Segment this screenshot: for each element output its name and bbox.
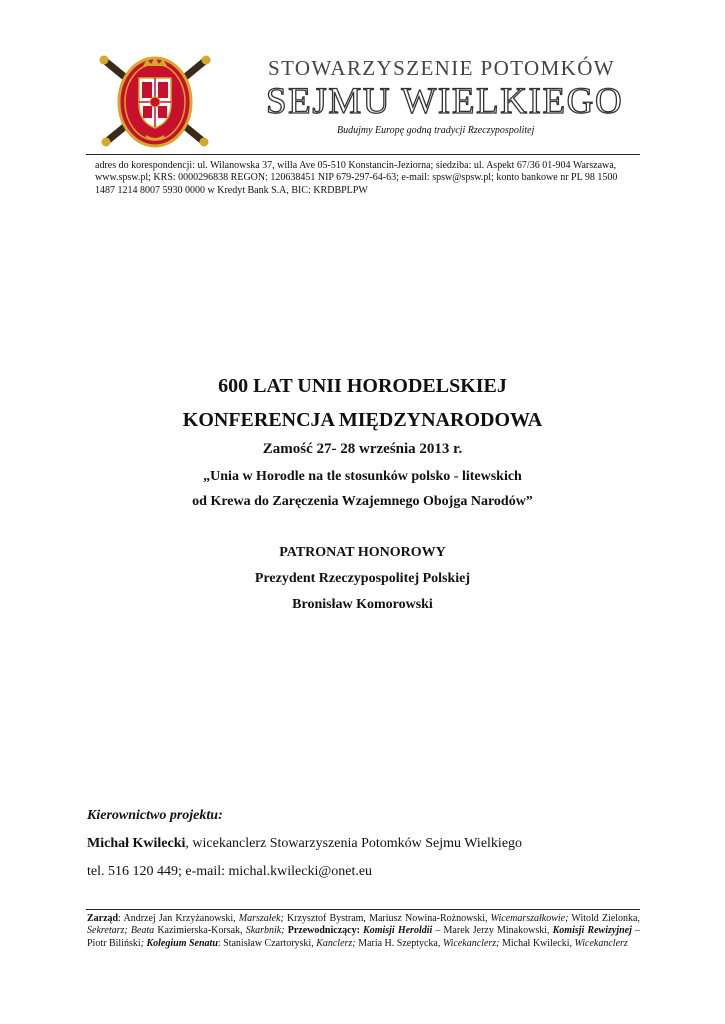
committee-name: Komisji Rewizyjnej <box>552 925 632 937</box>
board-role: Wicekanclerz; <box>442 937 500 949</box>
board-members <box>87 913 640 950</box>
board-text: Kazimierska-Korsak, <box>154 925 246 937</box>
board-role: Marszałek; <box>238 913 284 924</box>
board-text: – Piotr Biliński <box>87 925 641 949</box>
board-text: : Andrzej Jan Krzyżanowski, <box>118 913 239 924</box>
board-text: Krzysztof Bystram, Mariusz Nowina-Rożnowski, <box>283 913 491 924</box>
board-text: Witold Zielonka, <box>568 913 640 924</box>
project-contact: tel. 516 120 449; e-mail: michal.kwilecki@onet.eu <box>87 864 373 879</box>
board-text: – Marek Jerzy Minakowski, <box>432 925 553 937</box>
project-leader <box>87 836 522 852</box>
board-text: Michał Kwilecki, <box>499 937 575 949</box>
board-role: Sekretarz; Beata <box>87 925 155 937</box>
board-role: Wicekanclerz <box>574 937 628 949</box>
board-text: Maria H. Szeptycka, <box>355 937 443 949</box>
board-text: : Stanisław Czartoryski, <box>217 937 317 949</box>
conference-theme-line1: „Unia w Horodle na tle stosunków polsko - litewskich <box>203 469 522 484</box>
header-divider <box>86 154 640 155</box>
conference-dates: Zamość 27- 28 września 2013 r. <box>262 441 463 457</box>
board-role: Kanclerz; <box>316 937 356 949</box>
project-management-heading: Kierownictwo projektu: <box>87 808 223 823</box>
leader-name: Michał Kwilecki <box>87 836 186 851</box>
address-line: adres do korespondencji: ul. Wilanowska 37, willa Ave 05-510 Konstancin-Jeziorna; siedziba: ul. Aspekt 67/36 01-904 Warszawa, <box>95 160 617 171</box>
motto: Budujmy Europę godną tradycji Rzeczypospolitej <box>337 125 535 136</box>
board-role: Wicemarszałkowie; <box>490 913 569 924</box>
board-role: ; <box>140 937 144 949</box>
board-role: Skarbnik; <box>245 925 285 937</box>
conference-title: 600 LAT UNII HORODELSKIEJ <box>218 375 507 397</box>
organization-name-line2: SEJMU WIELKIEGO <box>266 81 624 122</box>
conference-theme-line2: od Krewa do Zaręczenia Wzajemnego Obojga Narodów” <box>192 494 533 509</box>
committee-name: Kolegium Senatu <box>143 937 218 949</box>
contact-address <box>95 160 631 197</box>
committee-name: Komisji Heroldii <box>359 925 433 937</box>
patron-name: Bronisław Komorowski <box>292 597 433 612</box>
coat-of-arms-icon <box>96 50 214 150</box>
address-line: www.spsw.pl; KRS: 0000296838 REGON: 120638451 NIP 679-297-64-63; e-mail: spsw@spsw.pl; konto bankowe nr PL 98 1500 <box>95 172 618 184</box>
leader-role: , wicekanclerz Stowarzyszenia Potomków Sejmu Wielkiego <box>185 836 523 851</box>
chairs-label: Przewodniczący: <box>284 925 360 937</box>
board-label: Zarząd <box>87 913 119 924</box>
patron-title: Prezydent Rzeczypospolitej Polskiej <box>254 571 471 586</box>
footer-divider <box>86 909 640 910</box>
honorary-patronage-heading: PATRONAT HONOROWY <box>279 545 446 560</box>
address-line: 1487 1214 8007 5930 0000 w Kredyt Bank S.A, BIC: KRDBPLPW <box>95 184 368 196</box>
organization-name-line1: STOWARZYSZENIE POTOMKÓW <box>268 56 616 80</box>
conference-subtitle-heading: KONFERENCJA MIĘDZYNARODOWA <box>182 409 543 431</box>
